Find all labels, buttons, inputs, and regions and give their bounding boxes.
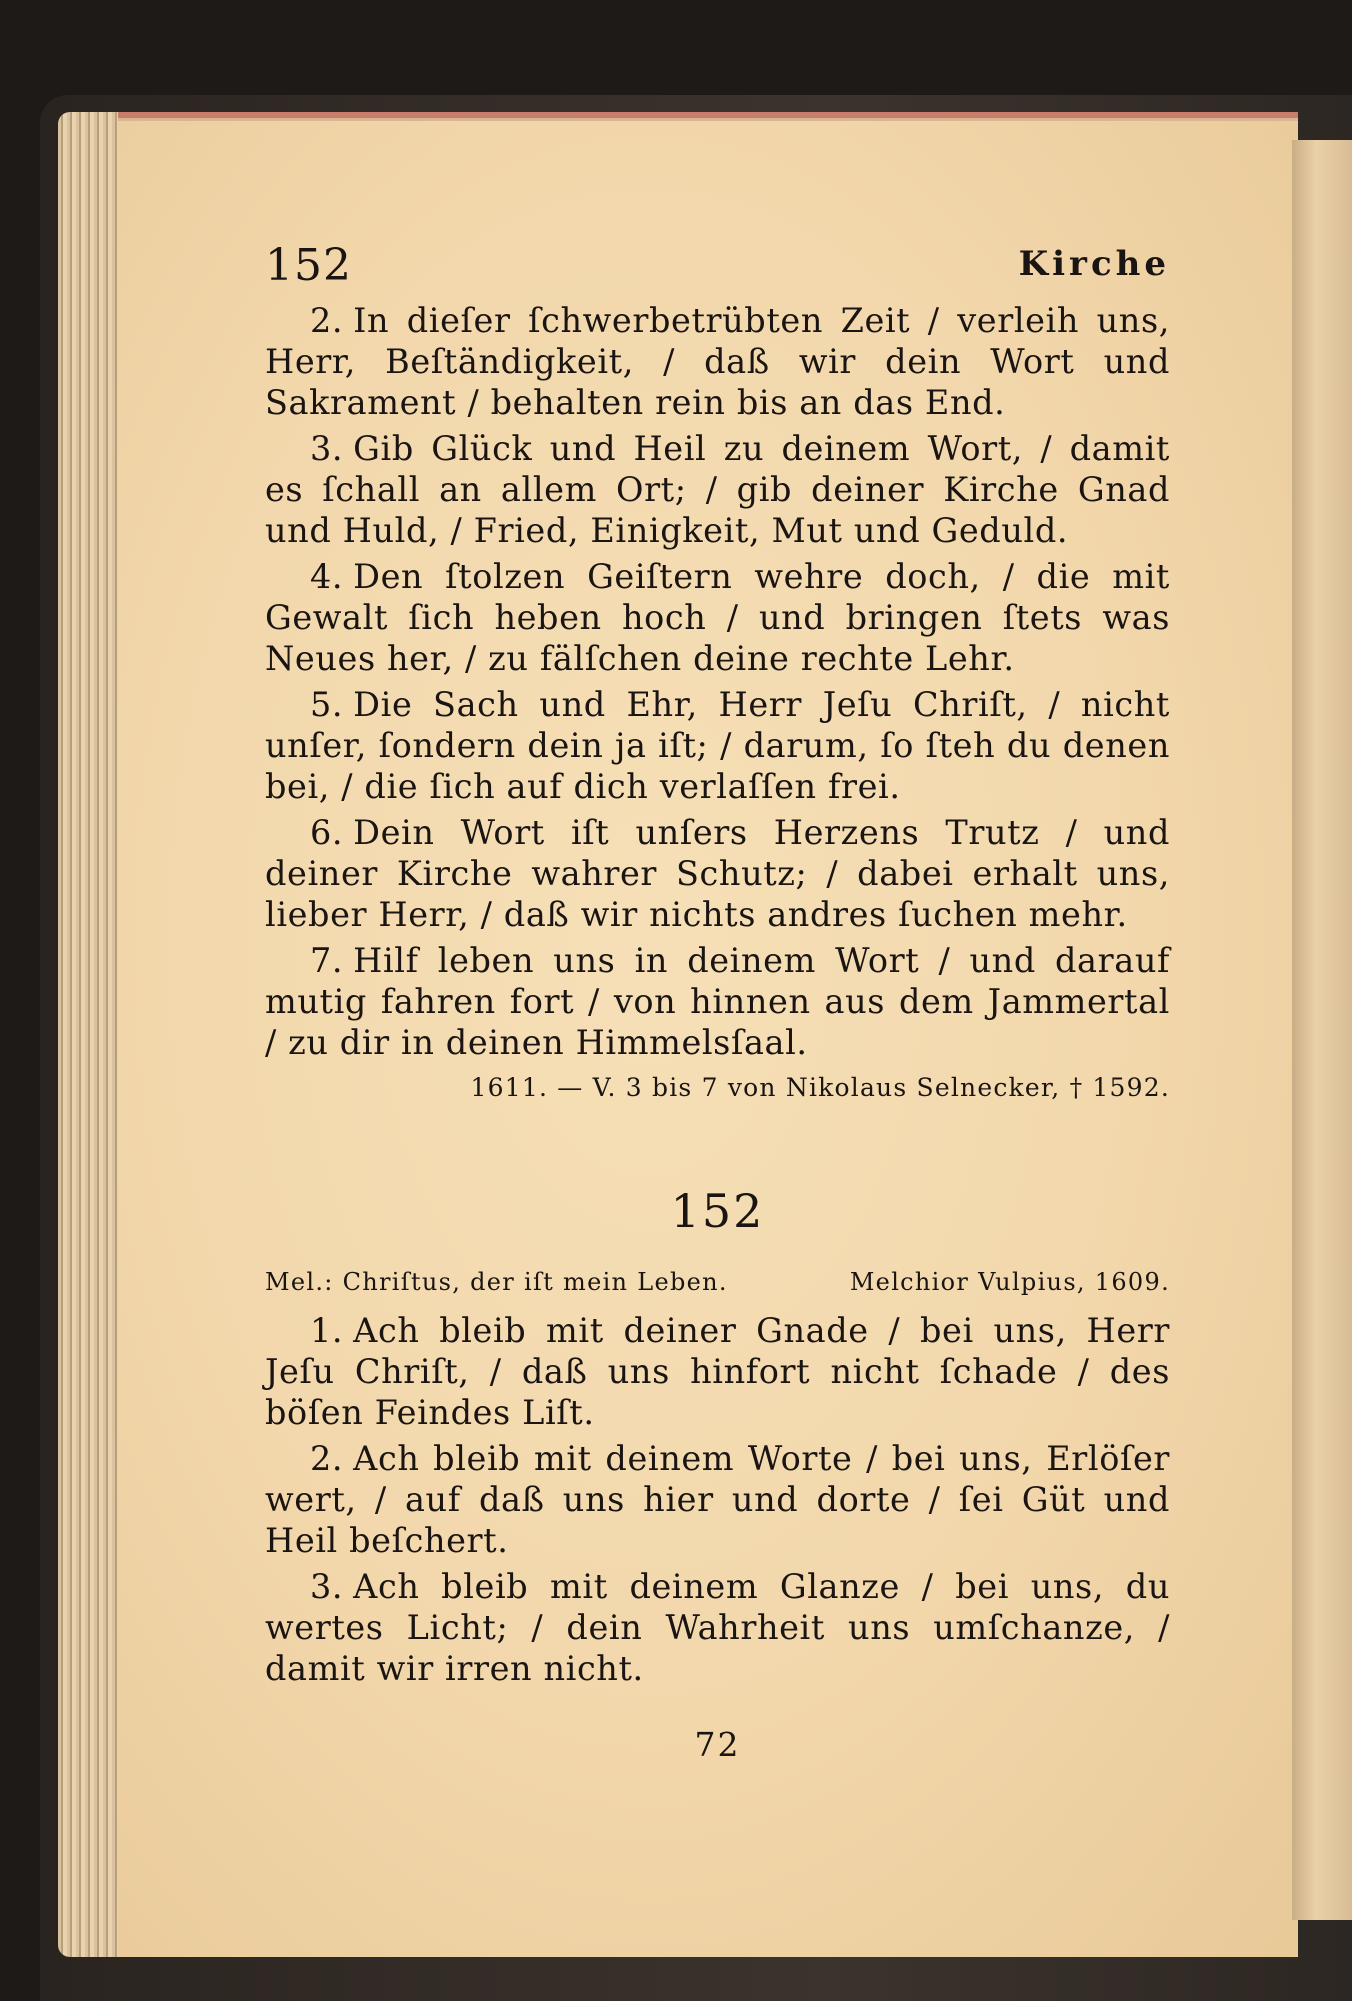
melody-line xyxy=(265,1268,1170,1296)
verse: 4. Den ſtolzen Geiſtern wehre doch, / die mit Gewalt ſich heben hoch / und bringen ſtets was Neues her, / zu fälſchen deine rechte Lehr. xyxy=(265,557,1170,678)
verse: 5. Die Sach und Ehr, Herr Jeſu Chriſt, / nicht unſer, ſondern dein ja iſt; / darum, ſo ſteh du denen bei, / die ſich auf dich verlaſſen frei. xyxy=(265,685,1170,806)
hymn-body xyxy=(265,1310,1170,1689)
melody-title: Mel.: Chriſtus, der iſt mein Leben. xyxy=(265,1268,728,1296)
page-content xyxy=(265,240,1170,1764)
folio-number: 72 xyxy=(694,1725,741,1764)
verse: 1. Ach bleib mit deiner Gnade / bei uns, Herr Jeſu Chriſt, / daß uns hinfort nicht ſchade / des böſen Feindes Liſt. xyxy=(265,1311,1170,1432)
hymn-source: 1611. — V. 3 bis 7 von Nikolaus Selnecker, † 1592. xyxy=(470,1073,1170,1102)
facing-page-edge xyxy=(1292,140,1352,1920)
section-title: Kirche xyxy=(1018,244,1170,284)
verse: 7. Hilf leben uns in deinem Wort / und darauf mutig fahren fort / von hinnen aus dem Jammertal / zu dir in deinen Himmelsſaal. xyxy=(265,941,1170,1062)
verse: 2. Ach bleib mit deinem Worte / bei uns, Erlöſer wert, / auf daß uns hier und dorte / ſei Güt und Heil beſchert. xyxy=(265,1439,1170,1560)
verse: 3. Gib Glück und Heil zu deinem Wort, / damit es ſchall an allem Ort; / gib deiner Kirche Gnad und Huld, / Fried, Einigkeit, Mut und Geduld. xyxy=(265,429,1170,550)
hymn-number: 152 xyxy=(670,1184,765,1238)
composer: Melchior Vulpius, 1609. xyxy=(849,1268,1170,1296)
verse: 2. In dieſer ſchwerbetrübten Zeit / verleih uns, Herr, Beſtändigkeit, / daß wir dein Wort und Sakrament / behalten rein bis an das End. xyxy=(265,301,1170,422)
verse: 6. Dein Wort iſt unſers Herzens Trutz / und deiner Kirche wahrer Schutz; / dabei erhalt uns, lieber Herr, / daß wir nichts andres ſuchen mehr. xyxy=(265,813,1170,934)
verse: 3. Ach bleib mit deinem Glanze / bei uns, du wertes Licht; / dein Wahrheit uns umſchanze, / damit wir irren nicht. xyxy=(265,1567,1170,1688)
page-number: 152 xyxy=(265,240,352,291)
hymn-continued xyxy=(265,300,1170,1102)
running-head xyxy=(265,240,1170,300)
